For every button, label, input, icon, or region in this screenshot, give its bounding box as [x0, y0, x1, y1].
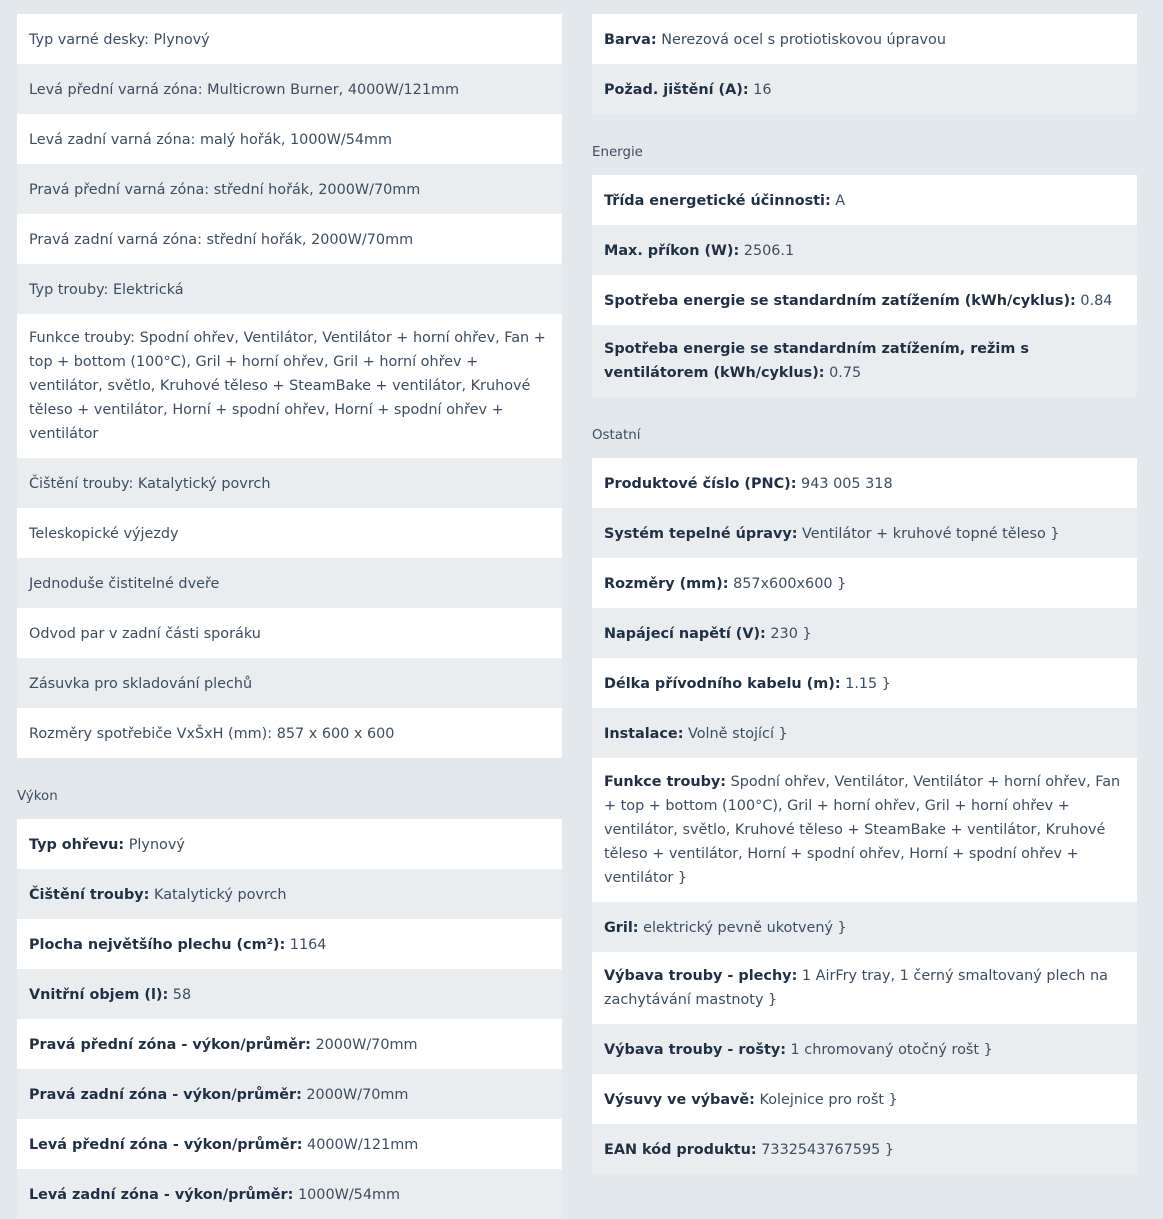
spec-row: Funkce trouby: Spodní ohřev, Ventilátor, Ventilátor + horní ohřev, Fan + top + bottom (100°C), Gril + horní ohřev, Gril + horní ohřev + ventilátor, světlo, Kruhové těleso + SteamBake + ventilátor, Kruhové těleso + ventilátor, Horní + spodní ohřev, Horní + spodní ohřev + ventilátor [17, 314, 562, 458]
spec-row [17, 1169, 562, 1219]
spec-label: Gril: [604, 920, 639, 936]
spec-value: Nerezová ocel s protiotiskovou úpravou [656, 32, 946, 48]
spec-label: Funkce trouby: [604, 774, 727, 790]
spec-value: 943 005 318 [796, 476, 893, 492]
spec-label: Pravá přední zóna - výkon/průměr: [29, 1037, 311, 1053]
spec-label: Pravá zadní zóna - výkon/průměr: [29, 1087, 302, 1103]
spec-value: 1 AirFry tray, 1 černý smaltovaný plech na zachytávání mastnoty } [604, 968, 1108, 1008]
top-spec-list [592, 14, 1137, 114]
spec-label: Max. příkon (W): [604, 243, 740, 259]
spec-value: 1.15 } [840, 676, 891, 692]
spec-label: Výbava trouby - rošty: [604, 1042, 786, 1058]
spec-row [17, 969, 562, 1019]
spec-row [592, 325, 1137, 397]
spec-label: Délka přívodního kabelu (m): [604, 676, 841, 692]
spec-label: Napájecí napětí (V): [604, 626, 766, 642]
spec-value: 7332543767595 } [756, 1142, 895, 1158]
spec-row: Levá přední varná zóna: Multicrown Burner, 4000W/121mm [17, 64, 562, 114]
spec-value: 2000W/70mm [301, 1087, 409, 1103]
spec-value: 4000W/121mm [302, 1137, 419, 1153]
spec-row [17, 869, 562, 919]
spec-row [592, 758, 1137, 902]
spec-row: Typ varné desky: Plynový [17, 14, 562, 64]
spec-label: Typ ohřevu: [29, 837, 125, 853]
spec-value: Volně stojící } [683, 726, 788, 742]
spec-row: Zásuvka pro skladování plechů [17, 658, 562, 708]
spec-row [592, 458, 1137, 508]
vykon-spec-list [17, 819, 562, 1219]
spec-row: Pravá přední varná zóna: střední hořák, 2000W/70mm [17, 164, 562, 214]
spec-label: Barva: [604, 32, 657, 48]
section-title-vykon: Výkon [17, 789, 58, 804]
right-column [592, 14, 1137, 1174]
spec-value: 1000W/54mm [293, 1187, 401, 1203]
spec-row [592, 658, 1137, 708]
spec-value: 857x600x600 } [728, 576, 847, 592]
spec-row [592, 175, 1137, 225]
ostatni-spec-list [592, 458, 1137, 1174]
spec-row: Rozměry spotřebiče VxŠxH (mm): 857 x 600 x 600 [17, 708, 562, 758]
spec-row [17, 1019, 562, 1069]
spec-value: 2000W/70mm [310, 1037, 418, 1053]
spec-row [592, 64, 1137, 114]
general-spec-list [17, 14, 562, 758]
spec-row [592, 225, 1137, 275]
spec-value: Spodní ohřev, Ventilátor, Ventilátor + horní ohřev, Fan + top + bottom (100°C), Gril + horní ohřev, Gril + horní ohřev + ventilátor, světlo, Kruhové těleso + SteamBake + ventilátor, Kruhové těleso + ventilátor, Horní + spodní ohřev, Horní + spodní ohřev + ventilátor } [604, 774, 1121, 886]
spec-value: Plynový [124, 837, 185, 853]
spec-row [17, 1069, 562, 1119]
spec-row: Jednoduše čistitelné dveře [17, 558, 562, 608]
spec-label: Třída energetické účinnosti: [604, 193, 831, 209]
spec-row [592, 508, 1137, 558]
spec-value: A [830, 193, 846, 209]
spec-value: Kolejnice pro rošt } [754, 1092, 898, 1108]
spec-label: Výbava trouby - plechy: [604, 968, 798, 984]
spec-row [17, 1119, 562, 1169]
spec-row: Levá zadní varná zóna: malý hořák, 1000W/54mm [17, 114, 562, 164]
spec-row: Čištění trouby: Katalytický povrch [17, 458, 562, 508]
spec-value: Katalytický povrch [149, 887, 287, 903]
spec-row [592, 1124, 1137, 1174]
spec-row [592, 608, 1137, 658]
energie-spec-list [592, 175, 1137, 397]
spec-row: Pravá zadní varná zóna: střední hořák, 2000W/70mm [17, 214, 562, 264]
spec-row [592, 952, 1137, 1024]
spec-row [592, 1024, 1137, 1074]
spec-label: Instalace: [604, 726, 684, 742]
spec-value: 230 } [765, 626, 812, 642]
section-title-ostatni: Ostatní [592, 428, 641, 443]
spec-value: 1164 [285, 937, 327, 953]
spec-label: Spotřeba energie se standardním zatížením, režim s ventilátorem (kWh/cyklus): [604, 341, 1029, 381]
spec-label: Vnitřní objem (l): [29, 987, 169, 1003]
spec-label: Systém tepelné úpravy: [604, 526, 798, 542]
spec-value: 0.84 [1075, 293, 1113, 309]
spec-label: Spotřeba energie se standardním zatížením (kWh/cyklus): [604, 293, 1076, 309]
spec-value: elektrický pevně ukotvený } [638, 920, 847, 936]
spec-row [592, 558, 1137, 608]
spec-value: 16 [748, 82, 772, 98]
spec-row: Teleskopické výjezdy [17, 508, 562, 558]
spec-row: Typ trouby: Elektrická [17, 264, 562, 314]
spec-row [17, 919, 562, 969]
spec-row [592, 14, 1137, 64]
left-column [17, 14, 562, 1219]
spec-label: Produktové číslo (PNC): [604, 476, 797, 492]
spec-label: Výsuvy ve výbavě: [604, 1092, 755, 1108]
spec-value: Ventilátor + kruhové topné těleso } [797, 526, 1060, 542]
spec-label: Rozměry (mm): [604, 576, 729, 592]
spec-row [592, 275, 1137, 325]
spec-row [17, 819, 562, 869]
spec-row: Odvod par v zadní části sporáku [17, 608, 562, 658]
spec-label: Levá přední zóna - výkon/průměr: [29, 1137, 303, 1153]
spec-label: Požad. jištění (A): [604, 82, 749, 98]
spec-value: 2506.1 [739, 243, 795, 259]
spec-label: Čištění trouby: [29, 887, 150, 903]
spec-value: 58 [168, 987, 192, 1003]
spec-label: EAN kód produktu: [604, 1142, 757, 1158]
spec-row [592, 1074, 1137, 1124]
spec-row [592, 708, 1137, 758]
spec-label: Levá zadní zóna - výkon/průměr: [29, 1187, 294, 1203]
spec-value: 1 chromovaný otočný rošt } [785, 1042, 993, 1058]
spec-label: Plocha největšího plechu (cm²): [29, 937, 286, 953]
spec-row [592, 902, 1137, 952]
section-title-energie: Energie [592, 145, 643, 160]
spec-value: 0.75 [824, 365, 862, 381]
